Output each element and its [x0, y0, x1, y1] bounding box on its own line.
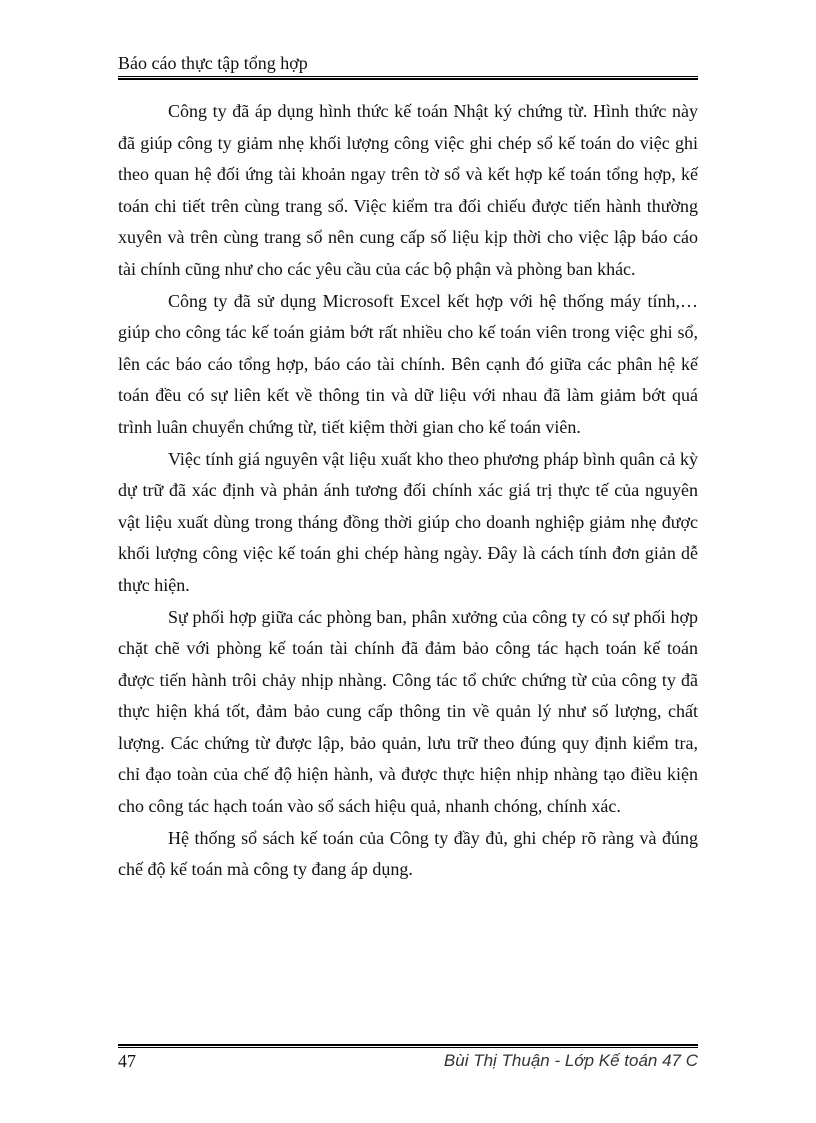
paragraph: Công ty đã áp dụng hình thức kế toán Nhật ký chứng từ. Hình thức này đã giúp công ty giảm nhẹ khối lượng công việc ghi chép sổ kế toán do việc ghi theo quan hệ đối ứng tài khoản ngay trên tờ sổ và kết hợp kế toán tổng hợp, kế toán chi tiết trên cùng trang sổ. Việc kiểm tra đối chiếu được tiến hành thường xuyên và trên cùng trang sổ nên cung cấp số liệu kịp thời cho việc lập báo cáo tài chính cũng như cho các yêu cầu của các bộ phận và phòng ban khác. — [118, 101, 698, 279]
paragraph: Sự phối hợp giữa các phòng ban, phân xưởng của công ty có sự phối hợp chặt chẽ với phòng kế toán tài chính đã đảm bảo công tác hạch toán kế toán được tiến hành trôi chảy nhịp nhàng. Công tác tổ chức chứng từ của công ty đã thực hiện khá tốt, đảm bảo cung cấp thông tin về quản lý như số lượng, chất lượng. Các chứng từ được lập, bảo quản, lưu trữ theo đúng quy định kiểm tra, chỉ đạo toàn của chế độ hiện hành, và được thực hiện nhịp nhàng tạo điều kiện cho công tác hạch toán vào sổ sách hiệu quả, nhanh chóng, chính xác. — [118, 606, 698, 817]
footer-author: Bùi Thị Thuận - Lớp Kế toán 47 C — [443, 1051, 698, 1070]
body-text — [118, 96, 698, 886]
header-rule — [118, 76, 698, 80]
paragraph: Hệ thống sổ sách kế toán của Công ty đầy đủ, ghi chép rõ ràng và đúng chế độ kế toán mà công ty đang áp dụng. — [118, 827, 698, 880]
paragraph: Công ty đã sử dụng Microsoft Excel kết hợp với hệ thống máy tính,… giúp cho công tác kế toán giảm bớt rất nhiều cho kế toán viên trong việc ghi sổ, lên các báo cáo tổng hợp, báo cáo tài chính. Bên cạnh đó giữa các phân hệ kế toán đều có sự liên kết về thông tin và dữ liệu với nhau đã làm giảm bớt quá trình luân chuyển chứng từ, tiết kiệm thời gian cho kế toán viên. — [118, 290, 698, 437]
footer-rule — [118, 1044, 698, 1048]
page-header: Báo cáo thực tập tổng hợp — [118, 53, 308, 73]
paragraph: Việc tính giá nguyên vật liệu xuất kho theo phương pháp bình quân cả kỳ dự trữ đã xác định và phản ánh tương đối chính xác giá trị thực tế của nguyên vật liệu xuất dùng trong tháng đồng thời giúp cho doanh nghiệp giảm nhẹ được khối lượng công việc kế toán ghi chép hàng ngày. Đây là cách tính đơn giản dễ thực hiện. — [118, 448, 698, 595]
page-number: 47 — [118, 1051, 136, 1071]
